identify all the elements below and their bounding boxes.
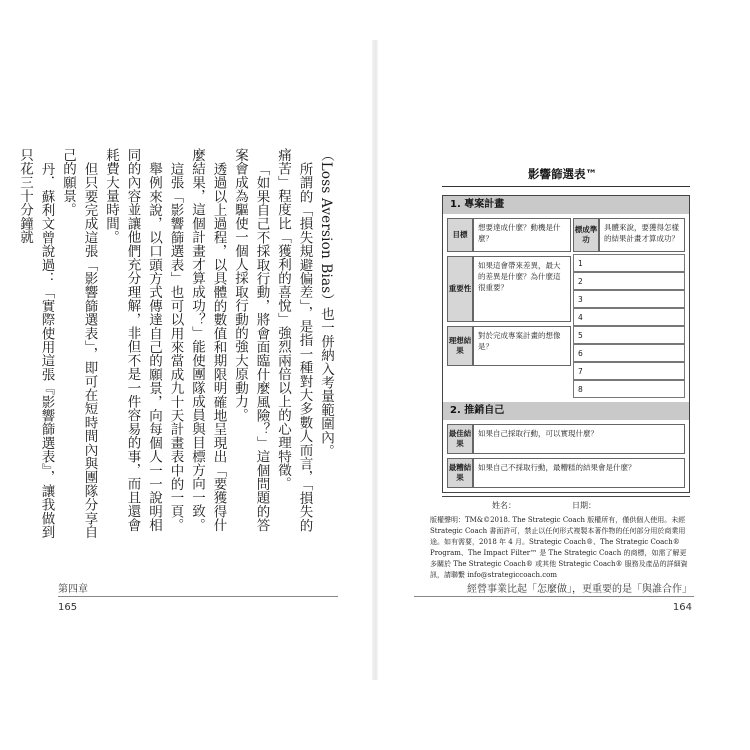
left-page-body xyxy=(17,148,336,540)
name-date-row xyxy=(442,496,690,511)
result-line-6: 6 xyxy=(573,344,685,362)
result-line-5: 5 xyxy=(573,326,685,344)
paragraph-5: 這張「影響篩選表」也可以用來當成九十天計畫表中的一頁。 xyxy=(167,161,184,532)
name-label: 姓名： xyxy=(492,501,516,510)
section-2-heading: 2. 推銷自己 xyxy=(443,402,689,420)
best-result-text: 如果自己採取行動，可以實現什麼？ xyxy=(473,424,685,454)
chapter-label: 第四章 xyxy=(58,584,88,595)
footer-rule-right xyxy=(414,596,694,597)
ideal-text: 對於完成專案計畫的想像是？ xyxy=(473,326,571,366)
result-line-1: 1 xyxy=(573,254,685,272)
paragraph-4: 透過以上過程，以具體的數值和期限明確地呈現出「要獲得什麼結果，這個計畫才算成功？」能使團隊成員與目標方向一致。 xyxy=(189,148,227,532)
worksheet-title-rule xyxy=(442,186,690,187)
ideal-label: 理想結果 xyxy=(447,326,473,366)
copyright-notice: 版權聲明：TM&©2018. The Strategic Coach 版權所有，僅供個人使用。未經 Strategic Coach 書面許可，禁止以任何形式複製本著作物的任何部分用於商業用途。如有需要，2018 年 4 月。Strategic Coach®、The Strategic Coach® Program、The Impact Filter™ 是 The Strategic Coach 的商標，如需了解更多關於 The Strategic Coach® 或其他 Strategic Coach® 服務及產品的詳細資訊，請聯繫 info@strategiccoach.com xyxy=(430,516,688,579)
criteria-text: 具體來說，要獲得怎樣的結果計畫才算成功？ xyxy=(599,218,685,252)
date-label: 日期： xyxy=(572,501,596,510)
footer-rule-left xyxy=(58,596,338,597)
best-result-label: 最佳結果 xyxy=(447,424,473,454)
worst-result-label: 最糟結果 xyxy=(447,458,473,488)
book-gutter xyxy=(372,40,378,680)
result-line-2: 2 xyxy=(573,272,685,290)
paragraph-1: （Loss Aversion Bias）也一併納入考量範圍內。 xyxy=(318,148,334,458)
section-1-heading: 1. 專案計畫 xyxy=(443,196,689,214)
paragraph-7: 但只要完成這張「影響篩選表」，即可在短時間內與團隊分享自己的願景。 xyxy=(60,148,98,539)
worksheet-title: 影響篩選表™ xyxy=(528,167,597,181)
goal-text: 想要達成什麼？動機是什麼？ xyxy=(473,218,571,252)
page-number-right: 164 xyxy=(672,602,692,613)
paragraph-8: 丹．蘇利文曾說過：「實際使用這張『影響篩選表』，讓我做到只花三十分鐘就 xyxy=(17,148,55,539)
paragraph-2: 所謂的「損失規避偏差」，是指一種對大多數人而言，「損失的痛苦」程度比「獲利的喜悅」強烈兩倍以上的心理特徵。 xyxy=(275,148,313,532)
worksheet-box xyxy=(442,195,690,493)
result-line-4: 4 xyxy=(573,308,685,326)
importance-label: 重要性 xyxy=(447,256,473,322)
goal-label: 目標 xyxy=(447,218,473,252)
paragraph-6: 舉例來說，以口頭方式傳達自己的願景，向每個人一一說明相同的內容並讓他們充分理解，非但不是一件容易的事，而且還會耗費大量時間。 xyxy=(103,148,162,532)
running-head: 經營事業比起「怎麼做」，更重要的是「與誰合作」 xyxy=(467,584,692,595)
result-line-8: 8 xyxy=(573,380,685,398)
paragraph-3: 「如果自己不採取行動，將會面臨什麼風險？」這個問題的答案會成為驅使一個人採取行動的強大原動力。 xyxy=(232,148,270,532)
importance-text: 如果這會帶來差異，最大的差異是什麼？為什麼這很重要？ xyxy=(473,256,571,322)
page-number-left: 165 xyxy=(58,602,78,613)
criteria-label: 標成準功 xyxy=(573,218,599,252)
result-line-7: 7 xyxy=(573,362,685,380)
result-line-3: 3 xyxy=(573,290,685,308)
worst-result-text: 如果自己不採取行動，最糟糕的結果會是什麼？ xyxy=(473,458,685,488)
